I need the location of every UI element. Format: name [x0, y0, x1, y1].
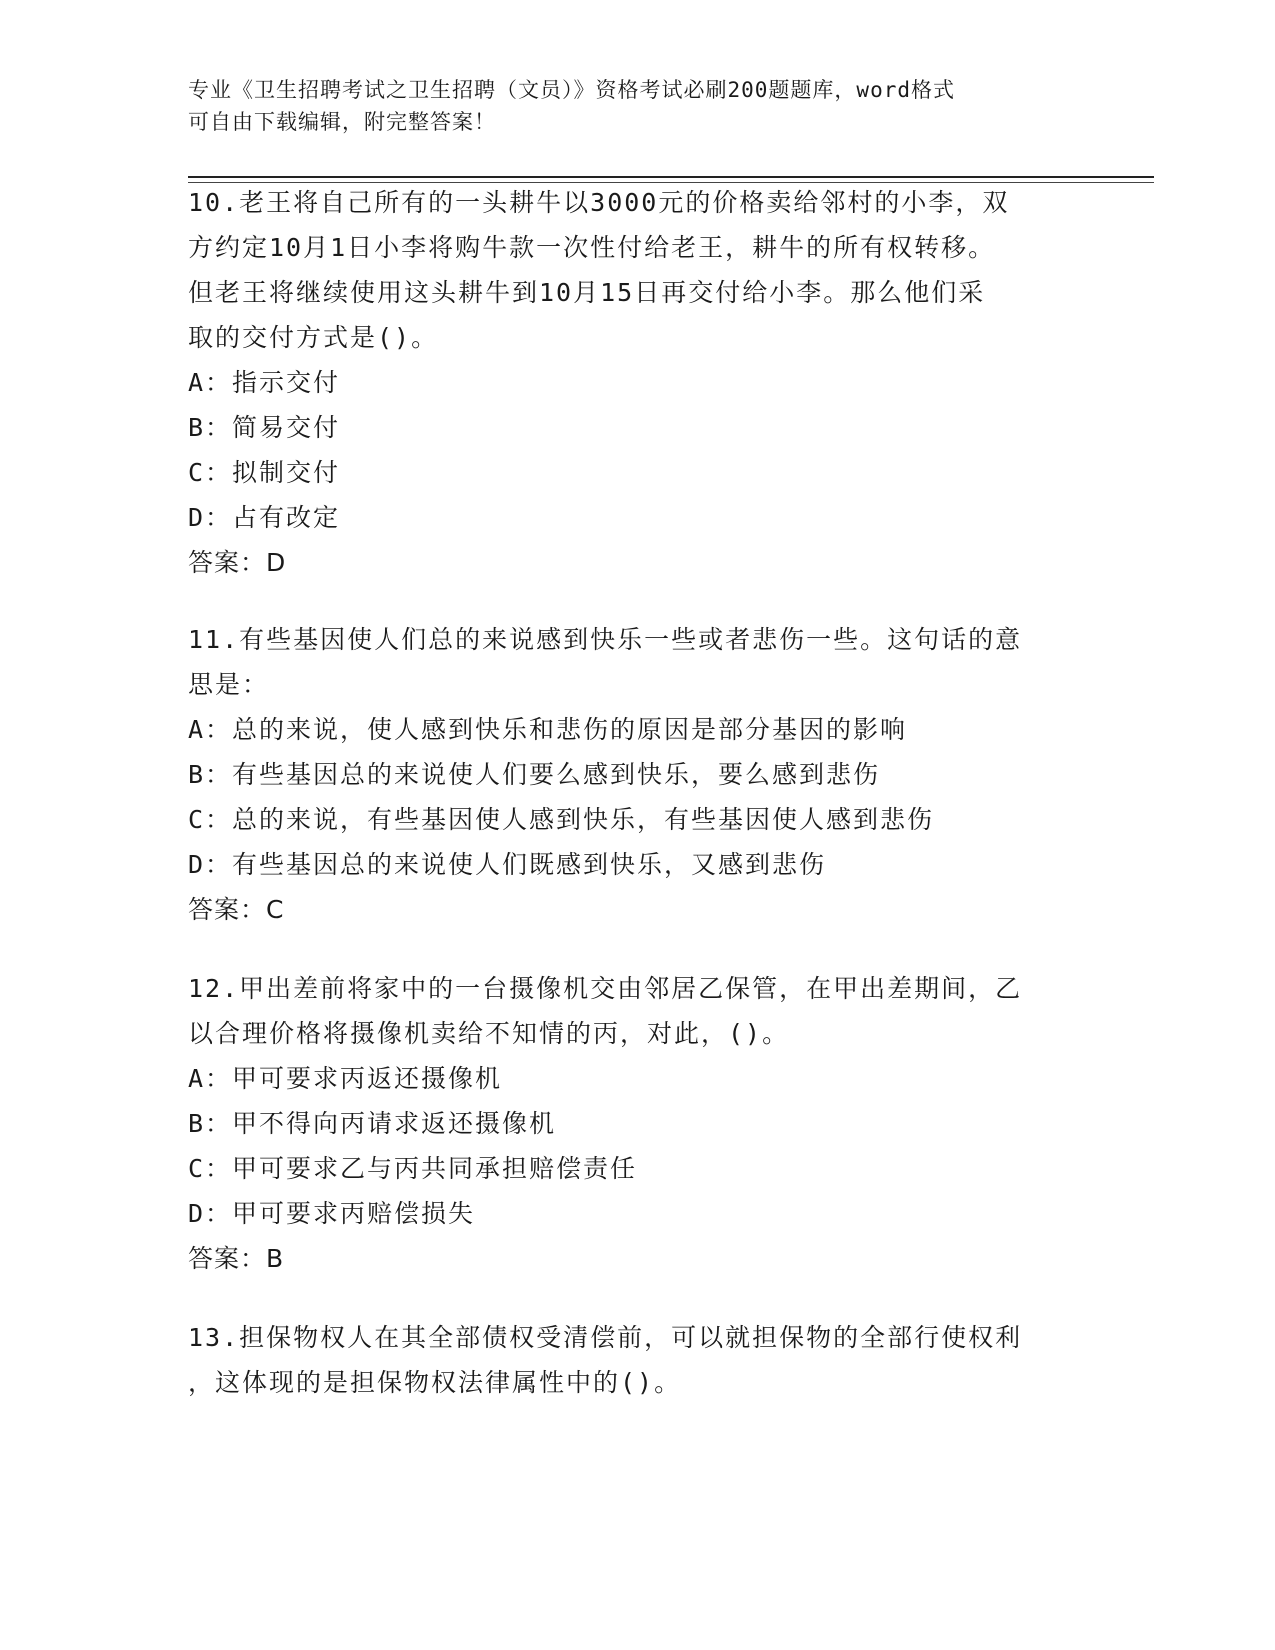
option-c: C：总的来说，有些基因使人感到快乐，有些基因使人感到悲伤	[188, 805, 935, 834]
document-header	[188, 74, 1068, 138]
question-10	[188, 180, 1088, 585]
option-b: B：甲不得向丙请求返还摄像机	[188, 1109, 557, 1138]
question-stem-line: 10.老王将自己所有的一头耕牛以3000元的价格卖给邻村的小李，双	[188, 188, 1010, 217]
question-stem-line: 以合理价格将摄像机卖给不知情的丙，对此，()。	[188, 1019, 790, 1048]
option-d: D：甲可要求丙赔偿损失	[188, 1199, 476, 1228]
option-a: A：甲可要求丙返还摄像机	[188, 1064, 503, 1093]
answer-label: 答案：D	[188, 548, 287, 577]
header-title-line-2: 可自由下载编辑，附完整答案！	[188, 110, 496, 134]
question-stem-line: 思是：	[188, 670, 270, 699]
question-13	[188, 1315, 1088, 1405]
option-c: C：拟制交付	[188, 458, 341, 487]
option-b: B：有些基因总的来说使人们要么感到快乐，要么感到悲伤	[188, 760, 881, 789]
question-stem-line: 12.甲出差前将家中的一台摄像机交由邻居乙保管，在甲出差期间，乙	[188, 974, 1023, 1003]
option-a: A：指示交付	[188, 368, 341, 397]
option-d: D：有些基因总的来说使人们既感到快乐，又感到悲伤	[188, 850, 827, 879]
question-stem-line: 13.担保物权人在其全部债权受清偿前，可以就担保物的全部行使权利	[188, 1323, 1023, 1352]
option-b: B：简易交付	[188, 413, 341, 442]
question-stem-line: ，这体现的是担保物权法律属性中的()。	[188, 1368, 682, 1397]
question-stem-line: 方约定10月1日小李将购牛款一次性付给老王，耕牛的所有权转移。	[188, 233, 996, 262]
option-a: A：总的来说，使人感到快乐和悲伤的原因是部分基因的影响	[188, 715, 908, 744]
header-title-line-1: 专业《卫生招聘考试之卫生招聘（文员）》资格考试必刷200题题库，word格式	[188, 78, 955, 102]
question-11	[188, 617, 1088, 932]
question-12	[188, 966, 1088, 1281]
question-stem-line: 11.有些基因使人们总的来说感到快乐一些或者悲伤一些。这句话的意	[188, 625, 1023, 654]
question-stem-line: 但老王将继续使用这头耕牛到10月15日再交付给小李。那么他们采	[188, 278, 986, 307]
option-d: D：占有改定	[188, 503, 341, 532]
answer-label: 答案：B	[188, 1244, 285, 1273]
question-stem-line: 取的交付方式是()。	[188, 323, 439, 352]
option-c: C：甲可要求乙与丙共同承担赔偿责任	[188, 1154, 638, 1183]
answer-label: 答案：C	[188, 895, 285, 924]
header-divider-thick	[188, 176, 1154, 178]
